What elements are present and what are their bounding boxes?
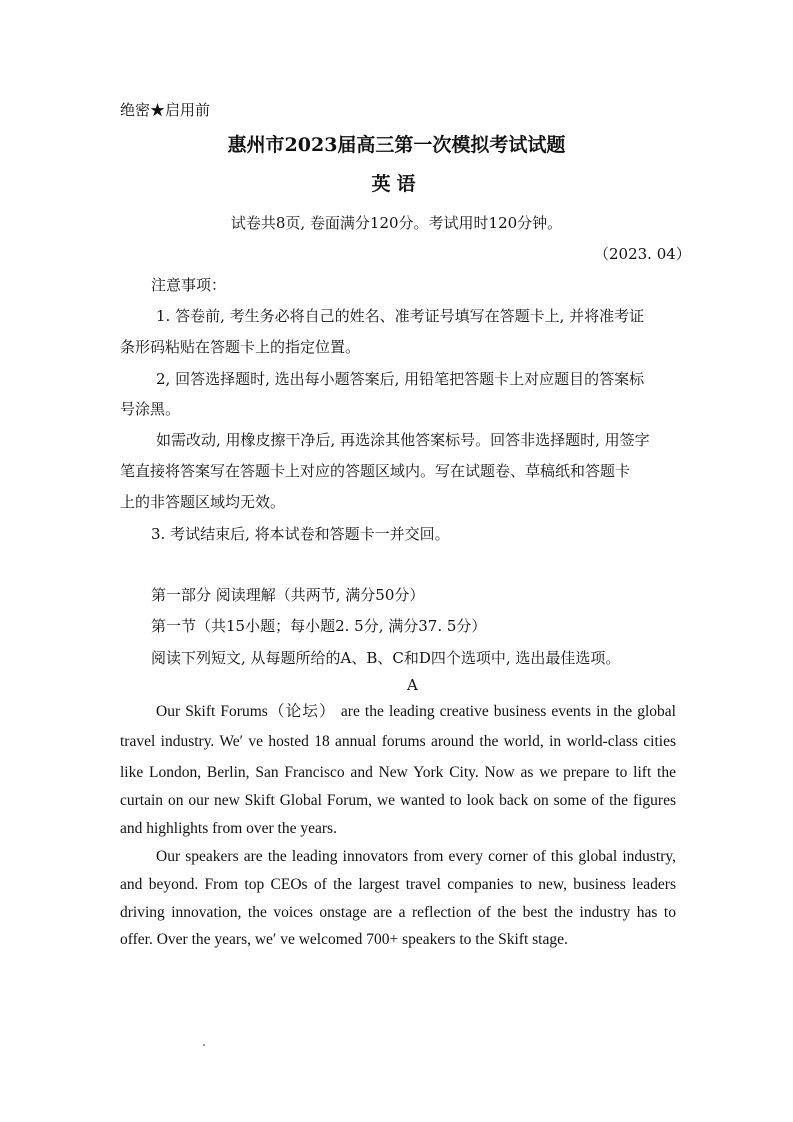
- subject-title: 英语: [371, 173, 422, 195]
- scan-speck: [203, 1044, 205, 1046]
- part-heading: 第一部分 阅读理解（共两节, 满分50分）: [151, 586, 425, 604]
- passage-p2-line-1: Our speakers are the leading innovators from every corner of this global industry,: [156, 848, 676, 865]
- note-item-3: 3. 考试结束后, 将本试卷和答题卡一并交回。: [151, 525, 450, 543]
- note-item-2-line-1: 2, 回答选择题时, 选出每小题答案后, 用铅笔把答题卡上对应题目的答案标: [156, 370, 645, 388]
- note-item-2b-line-1: 如需改动, 用橡皮擦干净后, 再选涂其他答案标号。回答非选择题时, 用签字: [156, 431, 650, 449]
- passage-p1-line-5: and highlights from over the years.: [120, 820, 337, 837]
- note-item-1-line-2: 条形码粘贴在答题卡上的指定位置。: [120, 338, 361, 356]
- secret-label: 绝密★启用前: [120, 101, 211, 119]
- passage-p2-line-4: offer. Over the years, we′ ve welcomed 700+ speakers to the Skift stage.: [120, 931, 568, 948]
- notes-heading: 注意事项：: [151, 276, 227, 294]
- passage-p2-line-3: driving innovation, the voices onstage are a reflection of the best the industry has to: [120, 904, 676, 921]
- passage-p1-line-2: travel industry. We′ ve hosted 18 annual forums around the world, in world-class cities: [120, 733, 676, 750]
- note-item-2b-line-3: 上的非答题区域均无效。: [120, 493, 286, 511]
- exam-date: （2023. 04）: [594, 245, 691, 263]
- instruction-text: 阅读下列短文, 从每题所给的A、B、C和D四个选项中, 选出最佳选项。: [151, 649, 621, 667]
- exam-title: 惠州市2023届高三第一次模拟考试试题: [227, 134, 566, 156]
- passage-p2-line-2: and beyond. From top CEOs of the largest travel companies to new, business leaders: [120, 876, 676, 893]
- note-item-2-line-2: 号涂黑。: [120, 400, 181, 418]
- passage-p1-line-3: like London, Berlin, San Francisco and New York City. Now as we prepare to lift the: [120, 764, 676, 781]
- note-item-1-line-1: 1. 答卷前, 考生务必将自己的姓名、准考证号填写在答题卡上, 并将准考证: [156, 307, 645, 325]
- note-item-2b-line-2: 笔直接将答案写在答题卡上对应的答题区域内。写在试题卷、草稿纸和答题卡: [120, 462, 631, 480]
- passage-label: A: [407, 676, 418, 694]
- subsection-heading: 第一节（共15小题；每小题2. 5分, 满分37. 5分）: [151, 617, 487, 635]
- passage-p1-line-1: Our Skift Forums（论坛） are the leading creative business events in the global: [156, 703, 676, 720]
- exam-info: 试卷共8页, 卷面满分120分。考试用时120分钟。: [230, 214, 563, 232]
- passage-p1-line-4: curtain on our new Skift Global Forum, we wanted to look back on some of the figures: [120, 792, 676, 809]
